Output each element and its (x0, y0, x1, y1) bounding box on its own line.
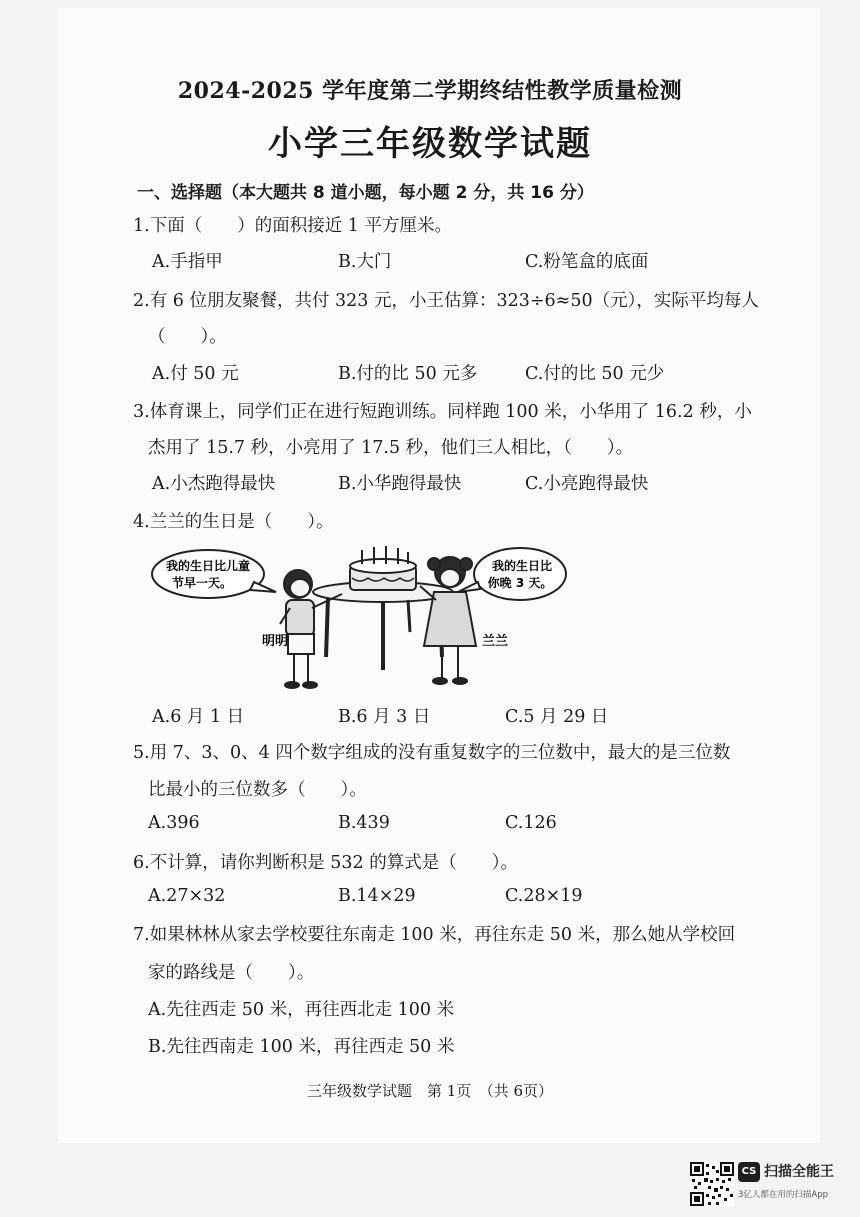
exam-title: 2024-2025 学年度第二学期终结性教学质量检测 (177, 78, 683, 104)
question-4-option-a: A.6 月 1 日 (152, 707, 245, 727)
question-4-option-c: C.5 月 29 日 (505, 707, 609, 727)
left-bubble-line-2: 节早一天。 (171, 576, 233, 590)
question-6-option-c: C.28×19 (505, 886, 583, 906)
question-7-option-a: A.先往西走 50 米，再往西北走 100 米 (148, 1000, 455, 1020)
question-6-option-b: B.14×29 (338, 886, 416, 906)
question-6-option-a: A.27×32 (148, 886, 226, 906)
question-5-option-a: A.396 (148, 813, 200, 833)
boy-name-label: 明明 (262, 634, 289, 649)
question-1-text: 1.下面（ ）的面积接近 1 平方厘米。 (133, 216, 452, 236)
question-5-text: 5.用 7、3、0、4 四个数字组成的没有重复数字的三位数中，最大的是三位数 (133, 743, 731, 763)
qr-code-icon (690, 1162, 734, 1206)
question-3-text-cont: 杰用了 15.7 秒，小亮用了 17.5 秒，他们三人相比，（ ）。 (148, 438, 634, 458)
question-6-text: 6.不计算，请你判断积是 532 的算式是（ ）。 (133, 853, 518, 873)
question-4-text: 4.兰兰的生日是（ ）。 (133, 512, 334, 532)
question-7-text: 7.如果林林从家去学校要往东南走 100 米，再往东走 50 米，那么她从学校回 (133, 925, 736, 945)
scanner-app-tagline: 3亿人都在用的扫描App (738, 1190, 829, 1200)
question-7-text-cont: 家的路线是（ ）。 (148, 963, 315, 983)
question-2-option-b: B.付的比 50 元多 (338, 364, 478, 384)
question-4-option-b: B.6 月 3 日 (338, 707, 431, 727)
girl-name-label: 兰兰 (482, 634, 509, 649)
birthday-illustration (150, 542, 670, 702)
right-bubble-line-2: 你晚 3 天。 (487, 576, 553, 590)
right-speech-bubble (474, 548, 566, 600)
question-1-option-b: B.大门 (338, 252, 392, 272)
right-bubble-line-1: 我的生日比 (491, 559, 553, 573)
question-5-option-c: C.126 (505, 813, 557, 833)
camscanner-logo-icon: CS (738, 1162, 760, 1182)
question-1-option-c: C.粉笔盒的底面 (525, 252, 649, 272)
question-7-option-b: B.先往西南走 100 米，再往西走 50 米 (148, 1037, 455, 1057)
question-2-text: 2.有 6 位朋友聚餐，共付 323 元，小王估算：323÷6≈50（元），实际平均每人 (133, 291, 759, 311)
scanner-app-name: 扫描全能王 (764, 1164, 834, 1180)
question-1-option-a: A.手指甲 (152, 252, 223, 272)
question-2-option-c: C.付的比 50 元少 (525, 364, 665, 384)
scanner-badge (690, 1160, 850, 1210)
question-5-text-cont: 比最小的三位数多（ ）。 (148, 780, 367, 800)
section-heading: 一、选择题（本大题共 8 道小题，每小题 2 分，共 16 分） (137, 183, 594, 203)
question-5-option-b: B.439 (338, 813, 390, 833)
question-2-option-a: A.付 50 元 (152, 364, 239, 384)
girl-figure (420, 557, 476, 684)
page-footer: 三年级数学试题 第 1页 （共 6页） (306, 1082, 554, 1100)
exam-subtitle: 小学三年级数学试题 (268, 124, 592, 164)
question-2-text-cont: （ ）。 (148, 327, 227, 347)
question-3-option-b: B.小华跑得最快 (338, 474, 462, 494)
left-speech-bubble (152, 550, 264, 598)
question-3-text: 3.体育课上，同学们正在进行短跑训练。同样跑 100 米，小华用了 16.2 秒，小 (133, 402, 752, 422)
question-3-option-a: A.小杰跑得最快 (152, 474, 276, 494)
left-bubble-line-1: 我的生日比儿童 (165, 559, 251, 573)
question-3-option-c: C.小亮跑得最快 (525, 474, 649, 494)
